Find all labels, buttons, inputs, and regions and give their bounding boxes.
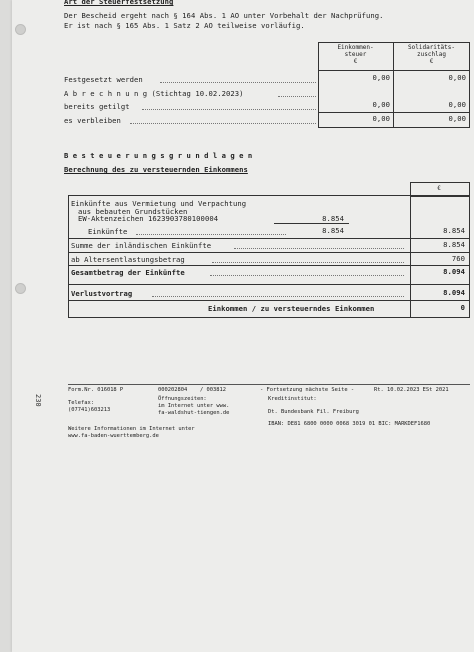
telefax-label: Telefax: bbox=[68, 400, 94, 406]
gesamt-leader bbox=[210, 275, 404, 276]
alters-value: 760 bbox=[451, 254, 465, 263]
document-page bbox=[12, 0, 474, 652]
gesamt-value: 8.094 bbox=[443, 267, 465, 276]
document-date: Rt. 10.02.2023 ESt 2021 bbox=[374, 387, 449, 393]
alters-leader bbox=[212, 262, 404, 263]
form-code2: / 003812 bbox=[200, 387, 226, 393]
vuv-value: 8.854 bbox=[322, 214, 344, 223]
basis-subtitle: Berechnung des zu versteuernden Einkommens bbox=[64, 165, 248, 174]
hours-line2: im Internet unter www. bbox=[158, 403, 230, 409]
bank-label: Kreditinstitut: bbox=[268, 396, 317, 402]
verlust-value: 8.094 bbox=[443, 288, 465, 297]
row-festgesetzt-leader bbox=[160, 82, 316, 83]
basis-title: B e s t e u e r u n g s g r u n d l a g e n bbox=[64, 151, 253, 160]
gesamt-line bbox=[69, 265, 469, 266]
verlust-label: Verlustvortrag bbox=[71, 289, 133, 298]
punch-hole-top bbox=[15, 24, 26, 35]
row-abrechnung-label: A b r e c h n u n g (Stichtag 10.02.2023) bbox=[64, 89, 244, 98]
summe-line bbox=[69, 238, 469, 239]
summe-value: 8.854 bbox=[443, 240, 465, 249]
punch-hole-bottom bbox=[15, 283, 26, 294]
side-stamp: 230 bbox=[34, 394, 42, 407]
einkuenfte-total: 8.854 bbox=[443, 226, 465, 235]
row-festgesetzt-label: Festgesetzt werden bbox=[64, 75, 143, 84]
more-info-line1: Weitere Informationen im Internet unter bbox=[68, 426, 195, 432]
income-tax-header: Einkommen- steuer € bbox=[337, 44, 374, 65]
form-code1: 000202804 bbox=[158, 387, 188, 393]
row-festgesetzt-soli: 0,00 bbox=[448, 73, 466, 82]
vorlaeufig-line: Er ist nach § 165 Abs. 1 Satz 2 AO teilweise vorläufig. bbox=[64, 21, 305, 30]
einkuenfte-leader bbox=[136, 234, 286, 235]
row-getilgt-est: 0,00 bbox=[372, 100, 390, 109]
basis-unit: € bbox=[437, 185, 441, 192]
iban-bic: IBAN: DE81 6800 0000 0068 3019 01 BIC: MARKDEF1680 bbox=[268, 421, 431, 427]
telefax-value: (07741)603213 bbox=[68, 407, 111, 413]
row-festgesetzt-est: 0,00 bbox=[372, 73, 390, 82]
row-verbleiben-est: 0,00 bbox=[372, 114, 390, 123]
zve-value: 0 bbox=[460, 303, 465, 312]
zve-label: Einkommen / zu versteuerndes Einkommen bbox=[208, 304, 375, 313]
alters-label: ab Altersentlastungsbetrag bbox=[71, 255, 185, 264]
einkuenfte-label: Einkünfte bbox=[88, 227, 128, 236]
footer-rule bbox=[68, 384, 470, 385]
zve-line bbox=[69, 300, 469, 301]
summe-label: Summe der inländischen Einkünfte bbox=[71, 241, 212, 250]
alters-line bbox=[69, 252, 469, 253]
vuv-line3: EW-Aktenzeichen 1623903780100004 bbox=[78, 214, 219, 223]
row-verbleiben-leader bbox=[130, 123, 316, 124]
verlust-leader bbox=[152, 296, 404, 297]
vorbehalt-line: Der Bescheid ergeht nach § 164 Abs. 1 AO unter Vorbehalt der Nachprüfung. bbox=[64, 11, 384, 20]
vuv-line2: aus bebauten Grundstücken bbox=[78, 207, 188, 216]
section-title: Art der Steuerfestsetzung bbox=[64, 0, 174, 6]
row-getilgt-soli: 0,00 bbox=[448, 100, 466, 109]
verlust-top-line bbox=[69, 284, 469, 285]
form-number: Form.Nr. 016018 P bbox=[68, 387, 124, 393]
continuation-note: - Fortsetzung nächste Seite - bbox=[260, 387, 355, 393]
row-getilgt-label: bereits getilgt bbox=[64, 102, 130, 111]
gesamt-label: Gesamtbetrag der Einkünfte bbox=[71, 268, 185, 277]
hours-line3: fa-waldshut-tiengen.de bbox=[158, 410, 230, 416]
row-abrechnung-leader bbox=[278, 96, 316, 97]
more-info-line2: www.fa-baden-wuerttemberg.de bbox=[68, 433, 159, 439]
summe-leader bbox=[234, 248, 404, 249]
tax-table-sum-line bbox=[318, 112, 469, 113]
row-getilgt-leader bbox=[142, 109, 316, 110]
bank-name: Dt. Bundesbank Fil. Freiburg bbox=[268, 409, 359, 415]
row-verbleiben-soli: 0,00 bbox=[448, 114, 466, 123]
row-verbleiben-label: es verbleiben bbox=[64, 116, 121, 125]
hours-label: Öffnungszeiten: bbox=[158, 396, 207, 402]
vuv-line1: Einkünfte aus Vermietung und Verpachtung bbox=[71, 199, 247, 208]
soli-header: Solidaritäts- zuschlag € bbox=[408, 44, 455, 65]
einkuenfte-inner-value: 8.854 bbox=[322, 226, 344, 235]
vuv-subtotal-line bbox=[274, 223, 349, 224]
